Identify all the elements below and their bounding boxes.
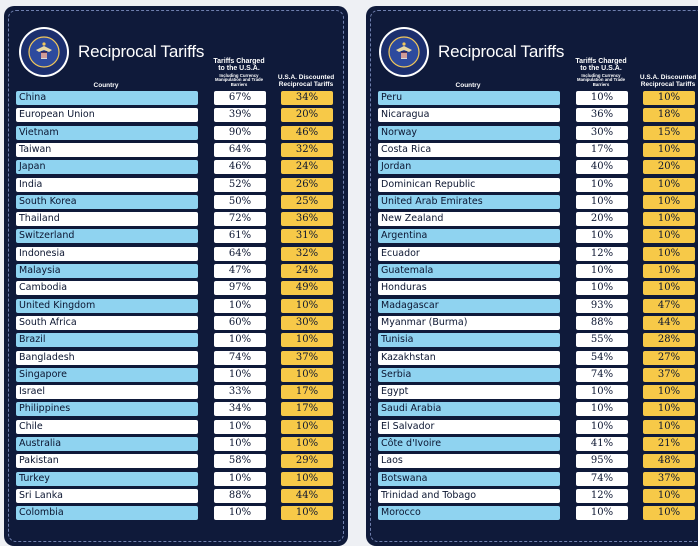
- country-cell: Laos: [378, 454, 560, 468]
- country-cell: United Kingdom: [16, 299, 198, 313]
- tariff-discounted-cell: 24%: [281, 160, 333, 174]
- table-row: [16, 126, 336, 140]
- tariff-charged-cell: 47%: [214, 264, 266, 278]
- tariff-charged-cell: 41%: [576, 437, 628, 451]
- tariff-discounted-cell: 48%: [643, 454, 695, 468]
- country-cell: Argentina: [378, 229, 560, 243]
- tariff-charged-cell: 10%: [214, 333, 266, 347]
- tariff-charged-cell: 50%: [214, 195, 266, 209]
- header-discounted: U.S.A. Discounted Reciprocal Tariffs: [277, 74, 335, 89]
- table-row: [378, 264, 698, 278]
- table-row: [378, 247, 698, 261]
- table-row: [16, 316, 336, 330]
- tariff-discounted-cell: 18%: [643, 108, 695, 122]
- tariff-discounted-cell: 37%: [643, 368, 695, 382]
- country-cell: Tunisia: [378, 333, 560, 347]
- tariff-charged-cell: 10%: [214, 472, 266, 486]
- tariff-discounted-cell: 17%: [281, 385, 333, 399]
- tariff-charged-cell: 10%: [214, 506, 266, 520]
- table-row: [378, 489, 698, 503]
- tariff-charged-cell: 10%: [576, 402, 628, 416]
- tariff-discounted-cell: 10%: [643, 212, 695, 226]
- tariff-charged-cell: 90%: [214, 126, 266, 140]
- tariff-charged-cell: 20%: [576, 212, 628, 226]
- tariff-discounted-cell: 20%: [643, 160, 695, 174]
- country-cell: Brazil: [16, 333, 198, 347]
- country-cell: Thailand: [16, 212, 198, 226]
- tariff-discounted-cell: 29%: [281, 454, 333, 468]
- tariff-charged-cell: 10%: [576, 91, 628, 105]
- tariff-charged-cell: 10%: [214, 299, 266, 313]
- table-row: [378, 316, 698, 330]
- tariff-discounted-cell: 27%: [643, 351, 695, 365]
- tariff-charged-cell: 34%: [214, 402, 266, 416]
- table-row: [378, 126, 698, 140]
- table-row: [378, 178, 698, 192]
- country-cell: Trinidad and Tobago: [378, 489, 560, 503]
- tariff-charged-cell: 10%: [576, 506, 628, 520]
- table-row: [378, 454, 698, 468]
- country-cell: Vietnam: [16, 126, 198, 140]
- table-row: [378, 143, 698, 157]
- tariff-charged-cell: 10%: [576, 385, 628, 399]
- table-row: [378, 420, 698, 434]
- tariff-charged-cell: 40%: [576, 160, 628, 174]
- country-cell: India: [16, 178, 198, 192]
- table-row: [378, 91, 698, 105]
- tariff-discounted-cell: 10%: [643, 178, 695, 192]
- country-cell: Israel: [16, 385, 198, 399]
- table-row: [378, 108, 698, 122]
- country-cell: Madagascar: [378, 299, 560, 313]
- table-row: [16, 351, 336, 365]
- tariff-discounted-cell: 32%: [281, 143, 333, 157]
- country-cell: Guatemala: [378, 264, 560, 278]
- tariff-charged-cell: 10%: [576, 420, 628, 434]
- tariff-discounted-cell: 15%: [643, 126, 695, 140]
- country-cell: Botswana: [378, 472, 560, 486]
- tariff-charged-cell: 64%: [214, 143, 266, 157]
- country-cell: Japan: [16, 160, 198, 174]
- page-title: Reciprocal Tariffs: [438, 42, 565, 61]
- tariff-discounted-cell: 30%: [281, 316, 333, 330]
- presidential-seal-icon: [378, 26, 430, 78]
- tariff-charged-cell: 36%: [576, 108, 628, 122]
- tariff-charged-cell: 97%: [214, 281, 266, 295]
- table-row: [16, 420, 336, 434]
- tariff-discounted-cell: 10%: [643, 506, 695, 520]
- tariff-charged-cell: 61%: [214, 229, 266, 243]
- country-cell: Australia: [16, 437, 198, 451]
- country-cell: Dominican Republic: [378, 178, 560, 192]
- country-cell: Serbia: [378, 368, 560, 382]
- tariff-charged-cell: 72%: [214, 212, 266, 226]
- tariff-discounted-cell: 10%: [281, 506, 333, 520]
- header-charged-subtitle: Including Currency Manipulation and Trade Barriers: [215, 72, 263, 87]
- tariff-discounted-cell: 25%: [281, 195, 333, 209]
- tariff-discounted-cell: 28%: [643, 333, 695, 347]
- tariff-charged-cell: 55%: [576, 333, 628, 347]
- tariff-discounted-cell: 32%: [281, 247, 333, 261]
- country-cell: Indonesia: [16, 247, 198, 261]
- tariff-discounted-cell: 10%: [643, 281, 695, 295]
- tariff-discounted-cell: 26%: [281, 178, 333, 192]
- tariff-discounted-cell: 10%: [643, 489, 695, 503]
- table-row: [378, 506, 698, 520]
- table-row: [378, 160, 698, 174]
- country-cell: Saudi Arabia: [378, 402, 560, 416]
- header-charged-title: Tariffs Charged to the U.S.A.: [575, 58, 627, 73]
- table-row: [378, 472, 698, 486]
- tariff-charged-cell: 30%: [576, 126, 628, 140]
- tariff-discounted-cell: 10%: [643, 143, 695, 157]
- table-row: [378, 229, 698, 243]
- tariff-charged-cell: 74%: [576, 472, 628, 486]
- tariff-discounted-cell: 31%: [281, 229, 333, 243]
- table-row: [16, 195, 336, 209]
- country-cell: New Zealand: [378, 212, 560, 226]
- header-charged: [574, 58, 628, 87]
- tariff-discounted-cell: 21%: [643, 437, 695, 451]
- tariff-discounted-cell: 10%: [643, 195, 695, 209]
- tariff-charged-cell: 52%: [214, 178, 266, 192]
- tariff-charged-cell: 74%: [214, 351, 266, 365]
- tariff-charged-cell: 10%: [576, 229, 628, 243]
- table-row: [378, 402, 698, 416]
- table-row: [378, 195, 698, 209]
- tariff-charged-cell: 54%: [576, 351, 628, 365]
- header-country: Country: [93, 82, 119, 89]
- table-row: [378, 281, 698, 295]
- country-cell: Kazakhstan: [378, 351, 560, 365]
- country-cell: Sri Lanka: [16, 489, 198, 503]
- tariff-panel-left: [4, 6, 348, 546]
- country-cell: Colombia: [16, 506, 198, 520]
- table-row: [16, 264, 336, 278]
- tariff-charged-cell: 10%: [576, 281, 628, 295]
- tariff-charged-cell: 10%: [214, 437, 266, 451]
- tariff-charged-cell: 67%: [214, 91, 266, 105]
- tariff-discounted-cell: 20%: [281, 108, 333, 122]
- tariff-charged-cell: 10%: [214, 368, 266, 382]
- country-cell: Nicaragua: [378, 108, 560, 122]
- table-row: [378, 368, 698, 382]
- tariff-charged-cell: 10%: [576, 195, 628, 209]
- header-charged-title: Tariffs Charged to the U.S.A.: [213, 58, 265, 73]
- tariff-charged-cell: 88%: [576, 316, 628, 330]
- country-cell: Myanmar (Burma): [378, 316, 560, 330]
- table-row: [16, 506, 336, 520]
- table-row: [16, 489, 336, 503]
- country-cell: South Korea: [16, 195, 198, 209]
- tariff-discounted-cell: 10%: [643, 385, 695, 399]
- tariff-discounted-cell: 47%: [643, 299, 695, 313]
- table-row: [378, 437, 698, 451]
- tariff-charged-cell: 95%: [576, 454, 628, 468]
- table-row: [16, 212, 336, 226]
- table-row: [16, 402, 336, 416]
- tariff-charged-cell: 46%: [214, 160, 266, 174]
- country-cell: Ecuador: [378, 247, 560, 261]
- table-row: [16, 437, 336, 451]
- tariff-discounted-cell: 10%: [643, 420, 695, 434]
- tariff-charged-cell: 12%: [576, 489, 628, 503]
- table-row: [16, 385, 336, 399]
- country-cell: European Union: [16, 108, 198, 122]
- table-row: [16, 454, 336, 468]
- page-title: Reciprocal Tariffs: [78, 42, 205, 61]
- header-country: Country: [455, 82, 481, 89]
- table-row: [16, 108, 336, 122]
- country-cell: South Africa: [16, 316, 198, 330]
- tariff-discounted-cell: 10%: [643, 264, 695, 278]
- tariff-discounted-cell: 10%: [643, 247, 695, 261]
- tariff-discounted-cell: 44%: [643, 316, 695, 330]
- table-row: [16, 281, 336, 295]
- country-cell: Morocco: [378, 506, 560, 520]
- table-row: [16, 160, 336, 174]
- header-charged: [212, 58, 266, 87]
- table-row: [16, 143, 336, 157]
- tariff-charged-cell: 10%: [576, 264, 628, 278]
- tariff-discounted-cell: 10%: [281, 368, 333, 382]
- tariff-charged-cell: 64%: [214, 247, 266, 261]
- tariff-discounted-cell: 10%: [643, 91, 695, 105]
- table-row: [16, 299, 336, 313]
- tariff-charged-cell: 10%: [576, 178, 628, 192]
- table-row: [16, 472, 336, 486]
- tariff-discounted-cell: 10%: [643, 229, 695, 243]
- country-cell: Taiwan: [16, 143, 198, 157]
- tariff-discounted-cell: 10%: [281, 299, 333, 313]
- country-cell: Norway: [378, 126, 560, 140]
- table-row: [378, 385, 698, 399]
- tariff-charged-cell: 17%: [576, 143, 628, 157]
- country-cell: Jordan: [378, 160, 560, 174]
- table-row: [378, 299, 698, 313]
- tariff-discounted-cell: 49%: [281, 281, 333, 295]
- table-row: [16, 91, 336, 105]
- tariff-discounted-cell: 10%: [281, 333, 333, 347]
- country-cell: Pakistan: [16, 454, 198, 468]
- country-cell: Philippines: [16, 402, 198, 416]
- header-charged-subtitle: Including Currency Manipulation and Trade Barriers: [577, 72, 625, 87]
- tariff-charged-cell: 74%: [576, 368, 628, 382]
- presidential-seal-icon: [18, 26, 70, 78]
- tariff-discounted-cell: 36%: [281, 212, 333, 226]
- table-row: [378, 351, 698, 365]
- tariff-discounted-cell: 10%: [281, 420, 333, 434]
- country-cell: Turkey: [16, 472, 198, 486]
- country-cell: Peru: [378, 91, 560, 105]
- tariff-discounted-cell: 37%: [281, 351, 333, 365]
- header-discounted: U.S.A. Discounted Reciprocal Tariffs: [639, 74, 697, 89]
- table-row: [16, 178, 336, 192]
- country-cell: Switzerland: [16, 229, 198, 243]
- tariff-charged-cell: 88%: [214, 489, 266, 503]
- table-row: [16, 247, 336, 261]
- country-cell: Egypt: [378, 385, 560, 399]
- table-row: [378, 212, 698, 226]
- country-cell: Malaysia: [16, 264, 198, 278]
- tariff-charged-cell: 93%: [576, 299, 628, 313]
- country-cell: Costa Rica: [378, 143, 560, 157]
- tariff-panel-right: [366, 6, 698, 546]
- tariff-charged-cell: 12%: [576, 247, 628, 261]
- tariff-discounted-cell: 46%: [281, 126, 333, 140]
- tariff-charged-cell: 60%: [214, 316, 266, 330]
- table-row: [16, 333, 336, 347]
- tariff-charged-cell: 10%: [214, 420, 266, 434]
- table-row: [16, 229, 336, 243]
- tariff-discounted-cell: 37%: [643, 472, 695, 486]
- tariff-discounted-cell: 10%: [281, 437, 333, 451]
- table-row: [16, 368, 336, 382]
- country-cell: El Salvador: [378, 420, 560, 434]
- tariff-discounted-cell: 10%: [281, 472, 333, 486]
- tariff-discounted-cell: 17%: [281, 402, 333, 416]
- tariff-discounted-cell: 44%: [281, 489, 333, 503]
- country-cell: Honduras: [378, 281, 560, 295]
- country-cell: Bangladesh: [16, 351, 198, 365]
- country-cell: Singapore: [16, 368, 198, 382]
- tariff-discounted-cell: 10%: [643, 402, 695, 416]
- country-cell: Chile: [16, 420, 198, 434]
- tariff-charged-cell: 39%: [214, 108, 266, 122]
- tariff-charged-cell: 33%: [214, 385, 266, 399]
- tariff-discounted-cell: 34%: [281, 91, 333, 105]
- country-cell: Côte d'Ivoire: [378, 437, 560, 451]
- tariff-charged-cell: 58%: [214, 454, 266, 468]
- table-row: [378, 333, 698, 347]
- tariff-discounted-cell: 24%: [281, 264, 333, 278]
- country-cell: China: [16, 91, 198, 105]
- country-cell: United Arab Emirates: [378, 195, 560, 209]
- country-cell: Cambodia: [16, 281, 198, 295]
